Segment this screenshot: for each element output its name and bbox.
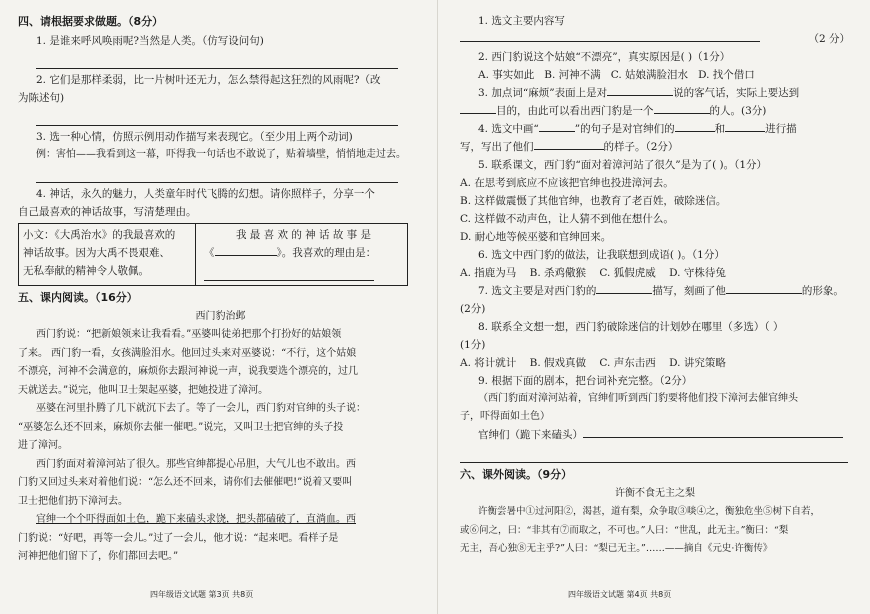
blank[interactable] [675, 120, 715, 132]
option[interactable]: D. 找个借口 [698, 69, 755, 81]
passage-line: “巫婆怎么还不回来，麻烦你去催一催吧。”说完，又叫卫士把官绅的头子投 [18, 421, 344, 433]
script-line [460, 426, 850, 444]
options [460, 354, 850, 372]
answer-line[interactable] [460, 446, 848, 463]
passage-line: 卫士把他们扔下漳河去。 [18, 495, 128, 507]
page-footer: 四年级语文试题 第4页 共8页 [568, 590, 672, 599]
question-5-1: 1. 选文主要内容写 [478, 15, 565, 27]
q-text: 进行描 [765, 123, 797, 135]
script-direction-cont: 子，吓得面如土色） [460, 411, 550, 422]
answer-box [196, 224, 408, 286]
section-6-title: 六、课外阅读。（9分） [460, 468, 573, 481]
example-line: 神话故事。因为大禹不畏艰难、 [23, 247, 170, 259]
options [460, 264, 850, 282]
blank[interactable] [607, 84, 673, 96]
answer-line[interactable] [460, 30, 760, 42]
option[interactable]: C. 狐假虎威 [599, 267, 656, 279]
q-text: ”的句子是对官绅们的 [574, 123, 675, 135]
bracket-open: 《 [204, 247, 215, 259]
passage-line: 或⑥问之，曰：“非其有⑦而取之，不可也。”人曰：“世乱，此无主。”衡曰：“梨 [460, 524, 789, 536]
q-text: 说的客气话，实际上要达到 [673, 87, 800, 99]
question-4-1: 1. 是谁来呼风唤雨呢?当然是人类。（仿写设问句) [36, 35, 264, 47]
option[interactable]: D. 耐心地等候巫婆和官绅回来。 [460, 231, 612, 243]
option[interactable]: B. 河神不满 [544, 69, 601, 81]
passage-line: 了来。 西门豹一看，女孩满脸泪水。他回过头来对巫婆说：“不行，这个姑娘 [18, 347, 357, 359]
passage-line: 许衡尝暑中①过河阳②，渴甚，道有梨，众争取③啖④之，衡独危坐⑤树下自若， [478, 506, 821, 517]
blank[interactable] [654, 102, 710, 114]
question-5-3 [460, 84, 850, 102]
q-text: 的形象。 [801, 285, 844, 297]
option[interactable]: D. 守株待兔 [669, 267, 726, 279]
q-text: 写，写出了他们 [460, 141, 534, 153]
answer-line[interactable] [204, 264, 374, 281]
blank[interactable] [725, 120, 765, 132]
blank[interactable] [460, 102, 496, 114]
reason-prompt: 》。我喜欢的理由是： [276, 247, 377, 259]
blank[interactable] [726, 282, 802, 294]
question-5-4-cont [460, 138, 850, 156]
passage [18, 326, 423, 567]
option[interactable]: A. 指鹿为马 [460, 267, 517, 279]
answer-prompt-a: 我 最 喜 欢 的 神 话 故 事 是 [235, 229, 372, 241]
passage-2 [460, 503, 850, 559]
question-4-2: 2. 它们是那样柔弱，比一片树叶还无力，怎么禁得起这狂烈的风雨呢?（改 [36, 74, 381, 86]
blank[interactable] [596, 282, 652, 294]
question-5-2: 2. 西门豹说这个姑娘“不漂亮”，真实原因是( )（1分） [478, 51, 731, 63]
answer-line[interactable] [36, 166, 398, 183]
q-text: 的人。(3分) [709, 105, 767, 117]
passage-line: 天就送去。”说完，他叫卫士架起巫婆，把她投进了漳河。 [18, 384, 269, 396]
passage-line-underlined: 官绅一个个吓得面如土色，跪下来磕头求饶，把头都磕破了，直淌血。西 [36, 514, 356, 525]
score: (2分) [460, 303, 486, 315]
question-5-6: 6. 选文中西门豹的做法，让我联想到成语( )。（1分） [478, 249, 725, 261]
option[interactable]: D. 讲究策略 [669, 357, 726, 369]
passage-line: 河神把他们留下了，你们都回去吧。” [18, 551, 179, 562]
option[interactable]: B. 这样做震慑了其他官绅，也教育了老百姓，破除迷信。 [460, 195, 727, 207]
score: （2 分） [808, 33, 850, 45]
answer-line[interactable] [36, 109, 398, 126]
option[interactable]: A. 事实如此 [478, 69, 535, 81]
q-text: 的样子。（2分） [603, 141, 679, 153]
score: (1分) [460, 339, 486, 351]
page-footer: 四年级语文试题 第3页 共8页 [150, 590, 254, 599]
section-4-title: 四、请根据要求做题。（8分） [18, 15, 164, 28]
option[interactable]: A. 在思考到底应不应该把官绅也投进漳河去。 [460, 177, 674, 189]
question-5-9: 9. 根据下面的剧本，把台词补充完整。（2分） [478, 375, 693, 387]
question-4-3: 3. 选一种心情，仿照示例用动作描写来表现它。（至少用上两个动词) [36, 131, 353, 143]
blank[interactable] [539, 120, 575, 132]
question-5-5: 5. 联系课文，西门豹“面对着漳河站了很久”是为了( )。（1分） [478, 159, 768, 171]
script-direction: （西门豹面对漳河站着，官绅们听到西门豹要将他们投下漳河去催官绅头 [478, 393, 798, 404]
example-line: 无私奉献的精神令人敬佩。 [23, 265, 149, 277]
passage-line: 不漂亮，河神不会满意的，麻烦你去跟河神说一声，说我要选个漂亮的，过几 [18, 366, 358, 377]
answer-prompt-b [204, 244, 403, 262]
option[interactable]: B. 杀鸡儆猴 [529, 267, 587, 279]
passage-line: 进了漳河。 [18, 440, 68, 451]
option[interactable]: C. 声东击西 [599, 357, 656, 369]
right-page [437, 0, 870, 614]
options [460, 66, 850, 84]
myth-story-table [18, 223, 408, 286]
passage-2-title: 许衡不食无主之梨 [615, 488, 695, 499]
passage-line: 西门豹说：“把新娘领来让我看看。”巫婆叫徒弟把那个打扮好的姑娘领 [36, 329, 342, 340]
answer-line[interactable] [36, 52, 398, 69]
passage-line: 门豹说：“好吧，再等一会儿。”过了一会儿，他才说：“起来吧。看样子是 [18, 532, 339, 544]
q-text: 描写，刻画了他 [652, 285, 726, 297]
option[interactable]: C. 这样做不动声色，让人猜不到他在想什么。 [460, 213, 674, 225]
question-4-4-cont: 自己最喜欢的神话故事，写清楚理由。 [18, 206, 197, 218]
section-5-title: 五、课内阅读。（16分） [18, 291, 138, 304]
q-text: 目的，由此可以看出西门豹是一个 [496, 105, 654, 117]
passage-line: 巫婆在河里扑腾了几下就沉下去了。等了一会儿，西门豹对官绅的头子说： [36, 403, 366, 414]
question-5-8: 8. 联系全文想一想，西门豹破除迷信的计划妙在哪里（多选）（ ） [478, 321, 784, 333]
question-4-4: 4. 神话，永久的魅力，人类童年时代飞腾的幻想。请你照样子，分享一个 [36, 188, 375, 200]
option[interactable]: C. 姑娘满脸泪水 [610, 69, 689, 81]
q-text: 官绅们（跪下来磕头） [478, 429, 583, 441]
story-name-blank[interactable] [215, 244, 277, 256]
answer-line[interactable] [583, 426, 843, 438]
q-text: 和 [714, 123, 726, 135]
question-5-4 [460, 120, 850, 138]
passage-line: 无主，吾心独⑧无主乎?”人曰：“梨已无主。”……——摘自《元史·许衡传》 [460, 543, 773, 554]
q-text: 7. 选文主要是对西门豹的 [478, 285, 597, 297]
example-box [19, 224, 196, 286]
question-5-3-cont [460, 102, 850, 120]
passage-title: 西门豹治邺 [195, 311, 246, 322]
passage-line: 门豹又回过头来对着他们说：“怎么还不回来，请你们去催催吧!”说着又要叫 [18, 477, 353, 488]
q-text: 4. 选文中画“ [478, 123, 539, 135]
question-4-3-example: 例：害怕——我看到这一幕，吓得我一句话也不敢说了，贴着墙壁，悄悄地走过去。 [36, 149, 406, 160]
option[interactable]: B. 假戏真做 [529, 357, 587, 369]
question-5-1-answer [460, 30, 850, 48]
blank[interactable] [534, 138, 604, 150]
q-text: 3. 加点词“麻烦”表面上是对 [478, 87, 608, 99]
question-4-2-cont: 为陈述句) [18, 92, 65, 104]
question-5-7 [460, 282, 850, 300]
option[interactable]: A. 将计就计 [460, 357, 517, 369]
passage-line: 西门豹面对着漳河站了很久。那些官绅都提心吊胆，大气儿也不敢出。西 [36, 458, 356, 470]
example-line: 小文：《大禹治水》的我最喜欢的 [23, 229, 176, 241]
